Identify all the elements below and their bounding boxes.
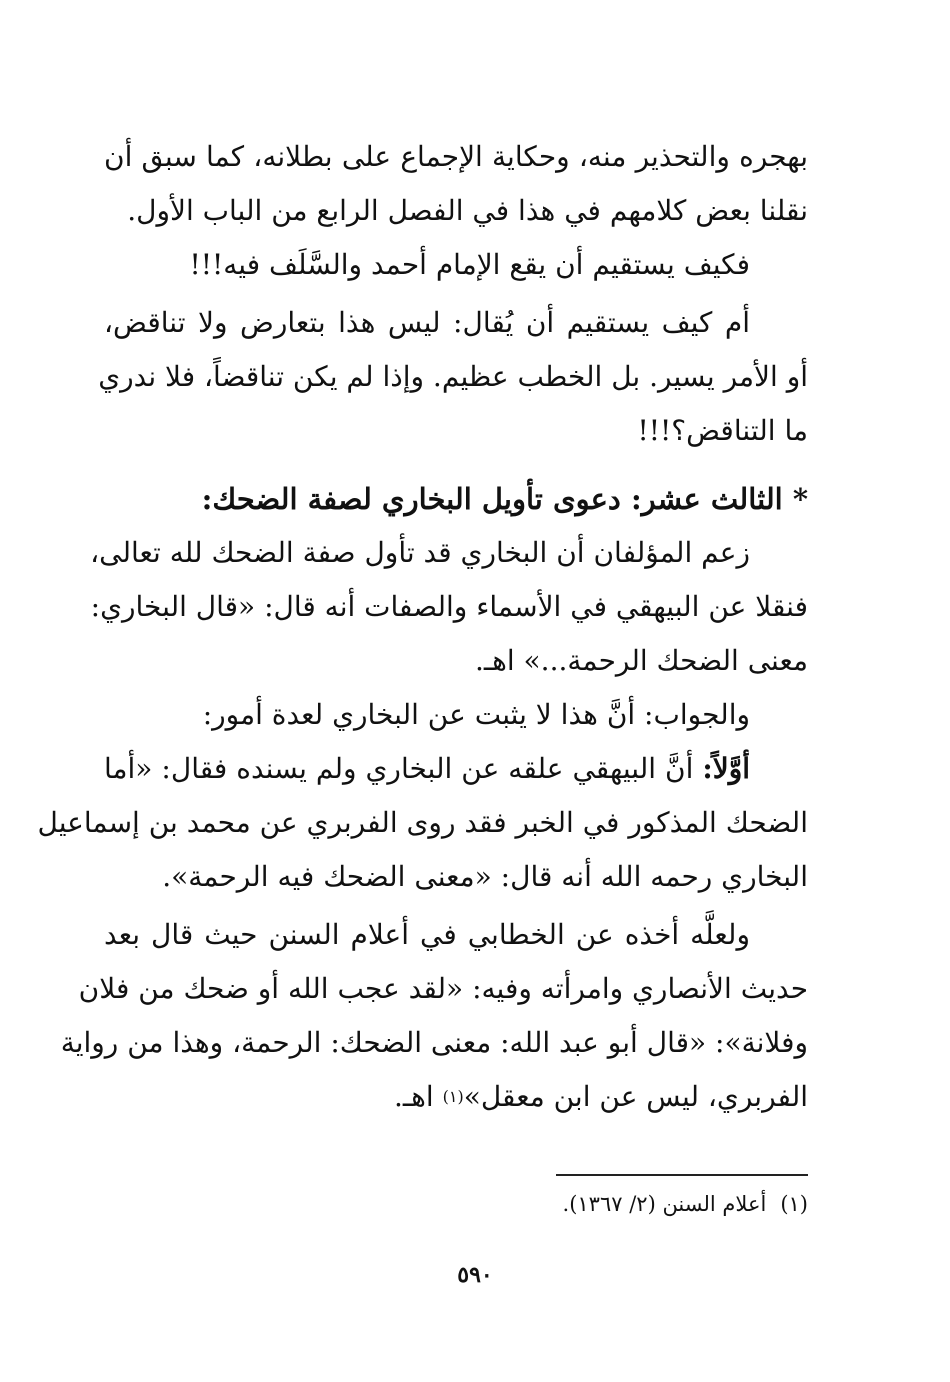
text-line: الضحك المذكور في الخبر فقد روى الفربري عن محمد بن إسماعيل: [37, 806, 808, 839]
section-heading: [104, 472, 808, 526]
footnote-number: (١): [780, 1192, 808, 1216]
text-line: البخاري رحمه الله أنه قال: «معنى الضحك فيه الرحمة».: [162, 860, 808, 893]
text-line: نقلنا بعض كلامهم في هذا في الفصل الرابع من الباب الأول.: [127, 194, 808, 227]
point-label: أوَّلاً:: [702, 752, 751, 785]
page-number: ٥٩٠: [457, 1262, 493, 1288]
footnote: [563, 1186, 808, 1222]
bullet-star: *: [792, 482, 808, 516]
text-line: فنقلا عن البيهقي في الأسماء والصفات أنه قال: «قال البخاري:: [90, 590, 808, 623]
text-line: فكيف يستقيم أن يقع الإمام أحمد والسَّلَف فيه!!!: [189, 248, 750, 281]
paragraph: [90, 526, 808, 688]
footnote-divider: [556, 1174, 808, 1176]
text-line: أو الأمر يسير. بل الخطب عظيم. وإذا لم يكن تناقضاً، فلا ندري: [98, 360, 808, 393]
text-line: أم كيف يستقيم أن يُقال: ليس هذا بتعارض ولا تناقض،: [104, 306, 750, 339]
text-line: حديث الأنصاري وامرأته وفيه: «لقد عجب الله أو ضحك من فلان: [78, 972, 808, 1005]
paragraph: [104, 688, 808, 742]
footnote-marker[interactable]: (١): [442, 1087, 464, 1106]
text-span: الفربري، ليس عن ابن معقل»: [463, 1080, 808, 1113]
text-line: وفلانة»: «قال أبو عبد الله: معنى الضحك: الرحمة، وهذا من رواية: [60, 1026, 808, 1059]
paragraph: [104, 238, 808, 292]
paragraph: [98, 296, 808, 458]
paragraph: [104, 130, 808, 238]
section-heading-text: الثالث عشر: دعوى تأويل البخاري لصفة الضحك:: [201, 482, 783, 516]
paragraph: [37, 742, 808, 904]
text-line: والجواب: أنَّ هذا لا يثبت عن البخاري لعدة أمور:: [202, 698, 750, 731]
text-line: معنى الضحك الرحمة...» اهـ.: [474, 644, 808, 677]
text-line: ولعلَّه أخذه عن الخطابي في أعلام السنن حيث قال بعد: [104, 918, 750, 951]
page-body: [37, 130, 808, 1124]
text-line: ما التناقض؟!!!: [637, 414, 808, 447]
footnote-text: أعلام السنن (٢/ ١٣٦٧).: [562, 1192, 767, 1216]
text-span: أنَّ البيهقي علقه عن البخاري ولم يسنده فقال: «أما: [104, 752, 694, 785]
text-line: [104, 742, 808, 796]
text-span: اهـ.: [394, 1080, 443, 1113]
text-line: بهجره والتحذير منه، وحكاية الإجماع على بطلانه، كما سبق أن: [104, 140, 808, 173]
text-line: زعم المؤلفان أن البخاري قد تأول صفة الضحك لله تعالى،: [90, 536, 750, 569]
paragraph: [60, 908, 808, 1124]
text-line: [104, 1070, 808, 1124]
